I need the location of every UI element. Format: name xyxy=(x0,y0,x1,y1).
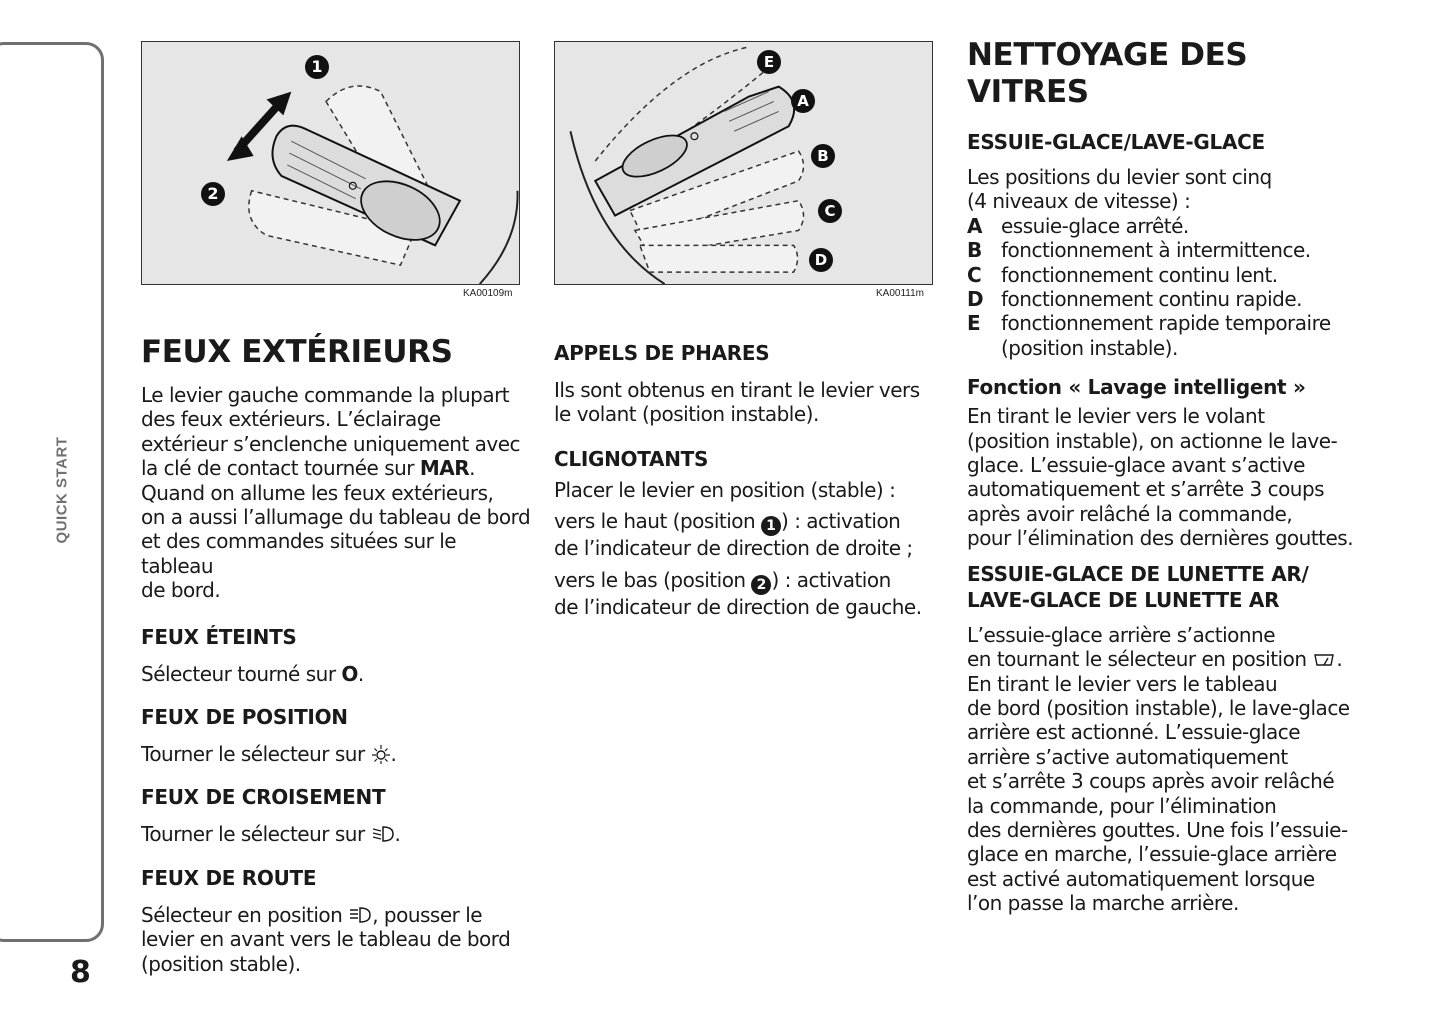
text-line: (4 niveaux de vitesse) : xyxy=(967,189,1191,214)
figure-callout-B: B xyxy=(811,144,835,168)
heading-essuie-glace: ESSUIE-GLACE/LAVE-GLACE xyxy=(967,130,1265,154)
page-number: 8 xyxy=(70,955,91,990)
text-line: Placer le levier en position (stable) : xyxy=(554,477,896,502)
figure-callout-C: C xyxy=(818,199,842,223)
column-feux xyxy=(141,334,531,976)
text-line: Quand on allume les feux extérieurs, xyxy=(141,480,494,505)
section-title-nettoyage: NETTOYAGE DES VITRES xyxy=(967,37,1248,110)
heading-appels-de-phares: APPELS DE PHARES xyxy=(554,341,770,365)
text-line: de bord. xyxy=(141,578,221,603)
text-line: de bord (position instable), le lave-glace xyxy=(967,695,1350,720)
text-line: En tirant le levier vers le tableau xyxy=(967,671,1278,696)
text-line: Sélecteur en position , pousser le xyxy=(141,902,483,927)
text-line: vers le haut (position 1 ) : activation xyxy=(554,509,901,535)
position-lights-icon xyxy=(371,744,391,764)
heading-lunette-ar: ESSUIE-GLACE DE LUNETTE AR/ LAVE-GLACE DE LUNETTE AR xyxy=(967,561,1309,612)
text-line: Ils sont obtenus en tirant le levier vers xyxy=(554,378,920,402)
text-feux-position: Tourner le sélecteur sur . xyxy=(141,742,397,767)
rear-wiper-icon xyxy=(1312,649,1336,669)
text-line: des feux extérieurs. L’éclairage xyxy=(141,407,441,432)
tab-label: QUICK START xyxy=(53,436,71,544)
text-line: (position stable). xyxy=(141,951,301,976)
text-line: l’on passe la marche arrière. xyxy=(967,891,1239,916)
feux-intro xyxy=(141,383,531,603)
figure-light-lever xyxy=(141,41,520,285)
number-2-icon: 2 xyxy=(751,575,771,595)
text-line: Les positions du levier sont cinq xyxy=(967,165,1272,189)
figure-code-right: KA00111m xyxy=(876,288,924,299)
text-line: on a aussi l’allumage du tableau de bord xyxy=(141,505,531,530)
figure-callout-2: 2 xyxy=(201,182,225,206)
column-nettoyage xyxy=(967,37,1367,916)
figure-callout-1: 1 xyxy=(305,55,329,79)
text-line: de l’indicateur de direction de droite ; xyxy=(554,536,913,561)
text-line: L’essuie-glace arrière s’actionne xyxy=(967,622,1276,647)
text-line: des dernières gouttes. Une fois l’essuie- xyxy=(967,817,1348,842)
main-beam-icon xyxy=(348,905,372,925)
heading-lavage-intelligent: Fonction « Lavage intelligent » xyxy=(967,375,1306,400)
text-line: en tournant le sélecteur en position . xyxy=(967,647,1343,672)
text-line: et s’arrête 3 coups après avoir relâché xyxy=(967,769,1335,794)
number-1-icon: 1 xyxy=(761,516,781,536)
text-line: après avoir relâché la commande, xyxy=(967,501,1293,526)
text-line: la commande, pour l’élimination xyxy=(967,793,1277,818)
dipped-beam-icon xyxy=(371,824,395,844)
text-line: pour l’élimination des dernières gouttes. xyxy=(967,526,1354,551)
list-item: D fonctionnement continu rapide. xyxy=(967,287,1303,312)
text-line: (position instable), on actionne le lave- xyxy=(967,428,1338,453)
wiper-lever-illustration xyxy=(555,42,932,284)
text-line: de l’indicateur de direction de gauche. xyxy=(554,594,922,619)
figure-callout-E: E xyxy=(757,50,781,74)
list-item: B fonctionnement à intermittence. xyxy=(967,238,1311,263)
light-lever-illustration xyxy=(142,42,519,284)
side-tab xyxy=(0,42,104,942)
heading-feux-route: FEUX DE ROUTE xyxy=(141,865,317,890)
list-item: E fonctionnement rapide temporaire (position instable). xyxy=(967,311,1331,360)
wiper-positions-list xyxy=(967,214,1367,360)
mar-keyword: MAR xyxy=(419,456,470,481)
list-item: A essuie-glace arrêté. xyxy=(967,213,1189,238)
heading-clignotants: CLIGNOTANTS xyxy=(554,446,709,471)
section-title-feux-exterieurs: FEUX EXTÉRIEURS xyxy=(141,334,453,370)
text-line: le volant (position instable). xyxy=(554,402,819,427)
text-line: est activé automatiquement lorsque xyxy=(967,866,1315,891)
column-appels xyxy=(554,340,939,619)
figure-code-left: KA00109m xyxy=(463,288,513,299)
text-line: glace. L’essuie-glace avant s’active xyxy=(967,453,1305,478)
text-line: la clé de contact tournée sur MAR. xyxy=(141,456,476,481)
text-line: arrière est actionné. L’essuie-glace xyxy=(967,720,1301,745)
text-line: vers le bas (position 2 ) : activation xyxy=(554,567,891,593)
heading-feux-croisement: FEUX DE CROISEMENT xyxy=(141,785,386,810)
text-feux-croisement: Tourner le sélecteur sur . xyxy=(141,822,401,847)
figure-callout-A: A xyxy=(791,89,815,113)
heading-feux-eteints: FEUX ÉTEINTS xyxy=(141,624,297,649)
text-line: glace en marche, l’essuie-glace arrière xyxy=(967,842,1337,867)
list-item: C fonctionnement continu lent. xyxy=(967,262,1278,287)
text-line: automatiquement et s’arrête 3 coups xyxy=(967,477,1325,502)
text-line: levier en avant vers le tableau de bord xyxy=(141,927,511,952)
text-feux-eteints: Sélecteur tourné sur O. xyxy=(141,661,364,686)
text-line: En tirant le levier vers le volant xyxy=(967,404,1265,429)
text-line: et des commandes situées sur le tableau xyxy=(141,529,457,578)
text-line: arrière s’active automatiquement xyxy=(967,744,1288,769)
text-line: extérieur s’enclenche uniquement avec xyxy=(141,431,521,456)
heading-feux-position: FEUX DE POSITION xyxy=(141,705,348,730)
figure-wiper-lever xyxy=(554,41,933,285)
text-line: Le levier gauche commande la plupart xyxy=(141,383,510,407)
figure-callout-D: D xyxy=(809,248,833,272)
